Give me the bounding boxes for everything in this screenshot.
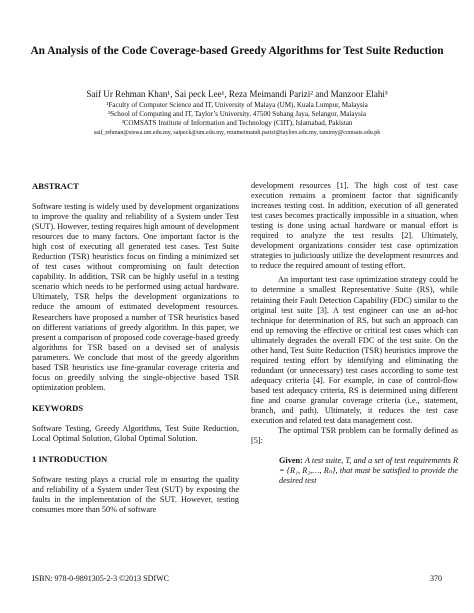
intro-paragraph-1: development resources [1]. The high cost of test case execution remains a prominent factor that significantly increases testing cost. In addition, execution of all generated test cases becomes practically impossible in a situation, when testing is done using actual hardware or manual effort is required to analyze the test results [2]. Ultimately, development organizations consider test case optimization strategies to judiciously utilize the development resources and to reduce the required amount of testing effort. (251, 181, 458, 271)
author-list: Saif Ur Rehman Khan¹, Sai peck Lee¹, Reza Meimandi Parizi² and Manzoor Elahi³ (86, 89, 388, 99)
affiliation-3: ³COMSATS Institute of Information and Technology (CIIT), Islamabad, Pakistan (121, 119, 353, 127)
affiliation-1: ¹Faculty of Computer Science and IT, University of Malaya (UM), Kuala Lumpur, Malaysia (106, 101, 368, 109)
right-column (251, 181, 458, 486)
abstract-text: Software testing is widely used by development organizations to improve the quality and reliability of a System under Test (SUT). However, testing requires high amount of development resources due to many factors. One important factor is the high cost of executing all generated test cases. Test Suite Reduction (TSR) heuristics focus on finding a minimized set of test cases without compromising on fault detection capability. In addition, TSR can be highly useful in a testing scenario which needs to be performed using actual hardware. Ultimately, TSR helps the development organizations to reduce the amount of estimated development resources. Researchers have proposed a number of TSR heuristics based on different variations of greedy algorithm. In this paper, we present a comparison of proposed code coverage-based greedy algorithms for TSR based on a devised set of analysis parameters. We conclude that most of the greedy algorithm based TSR heuristics use fine-granular coverage criteria and focus on greedily solving the single-objective based TSR optimization problem. (32, 202, 240, 392)
paper-title: An Analysis of the Code Coverage-based Greedy Algorithms for Test Suite Reduction (30, 45, 444, 57)
left-column (32, 181, 239, 515)
introduction-heading: 1 INTRODUCTION (32, 453, 108, 464)
page-number: 370 (430, 574, 442, 583)
intro-paragraph-2: An important test case optimization strategy could be to determine a smallest Representative Suite (RS), while retaining their Fault Detection Capability (FDC) similar to the original test suite [3]. A test engineer can use an ad-hoc technique for determination of RS, but such an approach can end up removing the effective or critical test cases which can ultimately degrades the overall FDC of the test suite. On the other hand, Test Suite Reduction (TSR) heuristics improve the required testing effort by identifying and eliminating the redundant (or unnecessary) test cases according to some test adequacy criteria [4]. For example, in case of control-flow based test adequacy criteria, RS is determined using different fine and coarse granular coverage criteria (i.e., statement, branch, and path). Ultimately, it reduces the test case execution and related test data management cost. (251, 275, 458, 426)
problem-definition (279, 456, 458, 486)
footer-rule (32, 571, 442, 572)
keywords-heading: KEYWORDS (32, 402, 84, 413)
intro-paragraph-3: The optimal TSR problem can be formally defined as [5]: (251, 426, 458, 446)
keywords-text: Software Testing, Greedy Algorithms, Test Suite Reduction, Local Optimal Solution, Global Optimal Solution. (32, 423, 239, 443)
footer-isbn: ISBN: 978-0-9891305-2-3 ©2013 SDIWC (32, 574, 169, 583)
author-emails: saif_rehman@siswa.um.edu.my, saipeck@um.edu.my, rezameimandi.parizi@taylors.edu.my, tamimy@comsats.edu.pk (93, 130, 381, 136)
affiliation-2: ²School of Computing and IT, Taylor’s University, 47500 Subang Jaya, Selangor, Malaysia (108, 110, 366, 118)
introduction-text: Software testing plays a crucial role in ensuring the quality and reliability of a System under Test (SUT) by exposing the faults in the implementation of the SUT. However, testing consumes more than 50% of software (32, 474, 239, 515)
abstract-heading: ABSTRACT (32, 181, 79, 191)
given-label: Given: (279, 456, 303, 466)
given-text: A test suite, T, and a set of test requirements R = {R₁, R₂,…, Rₙ}, that must be satisfied to provide the desired test (279, 456, 458, 486)
